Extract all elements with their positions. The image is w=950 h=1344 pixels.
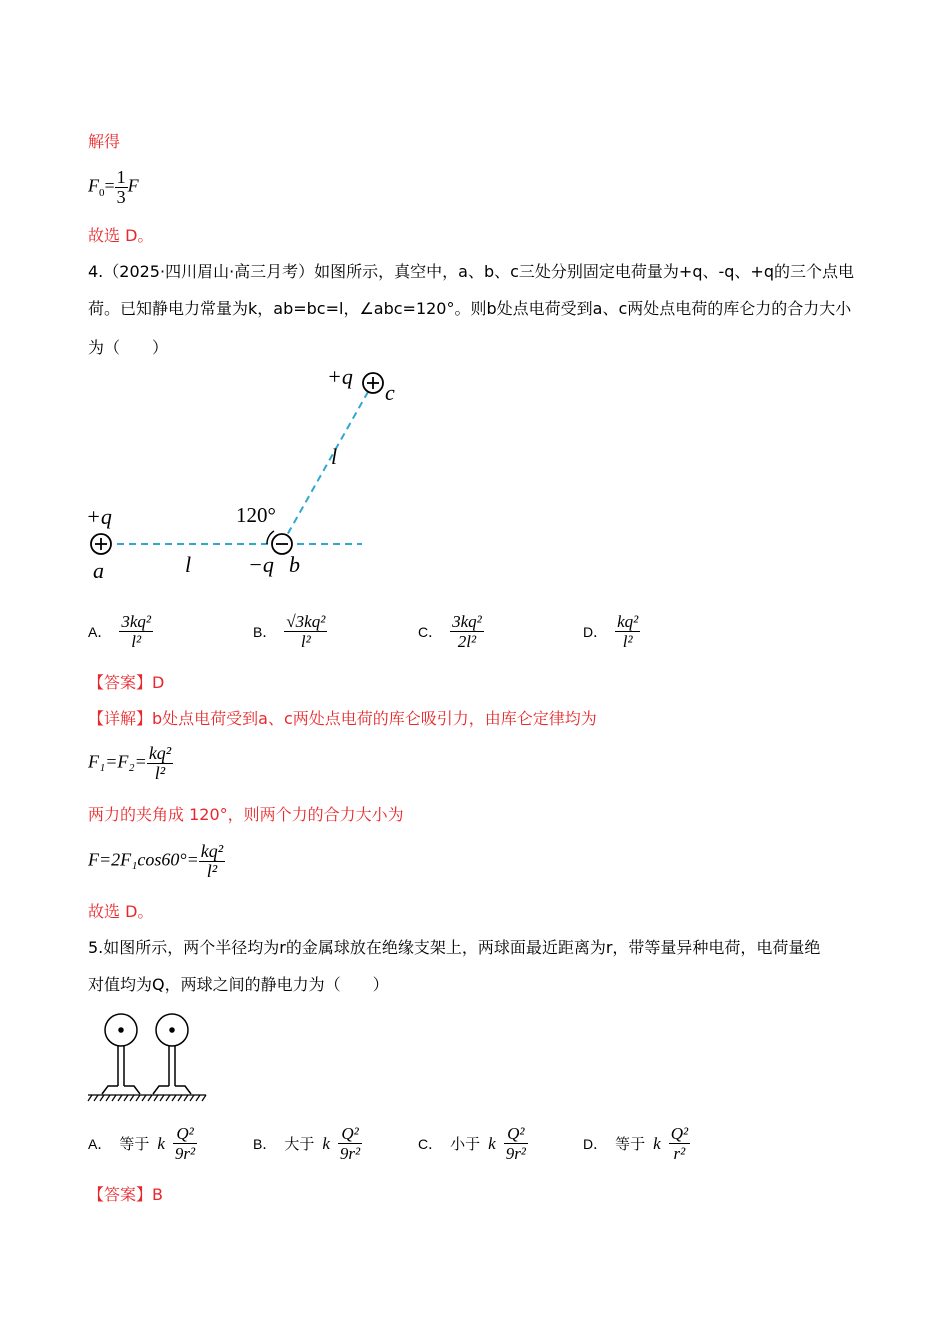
dashed-line-bc <box>282 383 373 544</box>
q4-option-d[interactable]: D． $\frac{\text{kq²}}{\text{l²}}$ <box>583 612 639 651</box>
q5-option-d[interactable]: D． 等于 k $\frac{\text{Q²}}{\text{r²}}$ <box>583 1124 689 1163</box>
label-c-charge: +q <box>327 364 353 389</box>
q5-stem-line2: 对值均为Q，两球之间的静电力为（ ） <box>88 975 389 994</box>
sphere-right-icon <box>153 1014 191 1094</box>
q5-option-c[interactable]: C． 小于 k $\frac{\text{Q²}}{\text{9r²}}$ <box>418 1124 526 1163</box>
q5-answer: 【答案】B <box>88 1185 163 1204</box>
q4-stem-line2: 荷。已知静电力常量为k，ab=bc=l，∠abc=120°。则b处点电荷受到a、c两处点电荷的库仑力的合力大小 <box>88 299 852 318</box>
choose-d-prev: 故选 D。 <box>88 226 154 245</box>
label-angle-120: 120° <box>236 503 276 527</box>
q4-option-b[interactable]: B． $\frac{\text{√3kq²}}{\text{l²}}$ <box>253 612 326 651</box>
label-l-upper: l <box>331 444 338 469</box>
q4-stem-line3: 为（ ） <box>88 338 169 357</box>
label-b: b <box>289 552 300 577</box>
detail-tag: 【详解】 <box>88 709 153 728</box>
q5-option-a[interactable]: A． 等于 k $\frac{\text{Q²}}{\text{9r²}}$ <box>88 1124 196 1163</box>
q4-charge-figure <box>80 360 395 590</box>
q4-stem-line1: 4.（2025·四川眉山·高三月考）如图所示，真空中，a、b、c三处分别固定电荷量为+q、-q、+q的三个点电 <box>88 262 854 281</box>
label-a: a <box>93 558 104 583</box>
q5-option-b[interactable]: B． 大于 k $\frac{\text{Q²}}{\text{9r²}}$ <box>253 1124 361 1163</box>
q4-angle-line: 两力的夹角成 120°，则两个力的合力大小为 <box>88 805 404 824</box>
q4-answer: 【答案】D <box>88 673 165 692</box>
label-a-charge: +q <box>86 504 112 529</box>
positive-charge-c-icon <box>363 373 383 393</box>
q5-stem-line1: 5.如图所示，两个半径均为r的金属球放在绝缘支架上，两球面最近距离为r，带等量异种电荷，电荷量绝 <box>88 938 821 957</box>
q4-equation-1: F₁=F₂= $\frac{\text{kq²}}{\text{l²}}$ <box>88 743 172 783</box>
q4-option-a[interactable]: A． $\frac{\text{3kq²}}{\text{l²}}$ <box>88 612 151 651</box>
label-c: c <box>385 380 395 405</box>
q4-detail <box>88 709 597 729</box>
sphere-left-icon <box>102 1014 140 1094</box>
solution-label-jiede: 解得 <box>88 132 121 151</box>
ground-base <box>88 1095 206 1101</box>
equation-f0: $F_0=$ $\frac{1}{3}$ F <box>88 167 139 207</box>
q4-choose: 故选 D。 <box>88 902 154 921</box>
q4-equation-2: F=2F₁cos60°= $\frac{\text{kq²}}{\text{l²}}$ <box>88 841 224 881</box>
q4-option-c[interactable]: C． $\frac{\text{3kq²}}{\text{2l²}}$ <box>418 612 482 651</box>
positive-charge-a-icon <box>91 534 111 554</box>
label-l-lower: l <box>185 552 192 577</box>
detail-text: b处点电荷受到a、c两处点电荷的库仑吸引力，由库仑定律均为 <box>152 709 597 728</box>
q5-metal-spheres-figure <box>86 1010 211 1105</box>
label-b-charge: −q <box>248 552 274 577</box>
negative-charge-b-icon <box>272 534 292 554</box>
